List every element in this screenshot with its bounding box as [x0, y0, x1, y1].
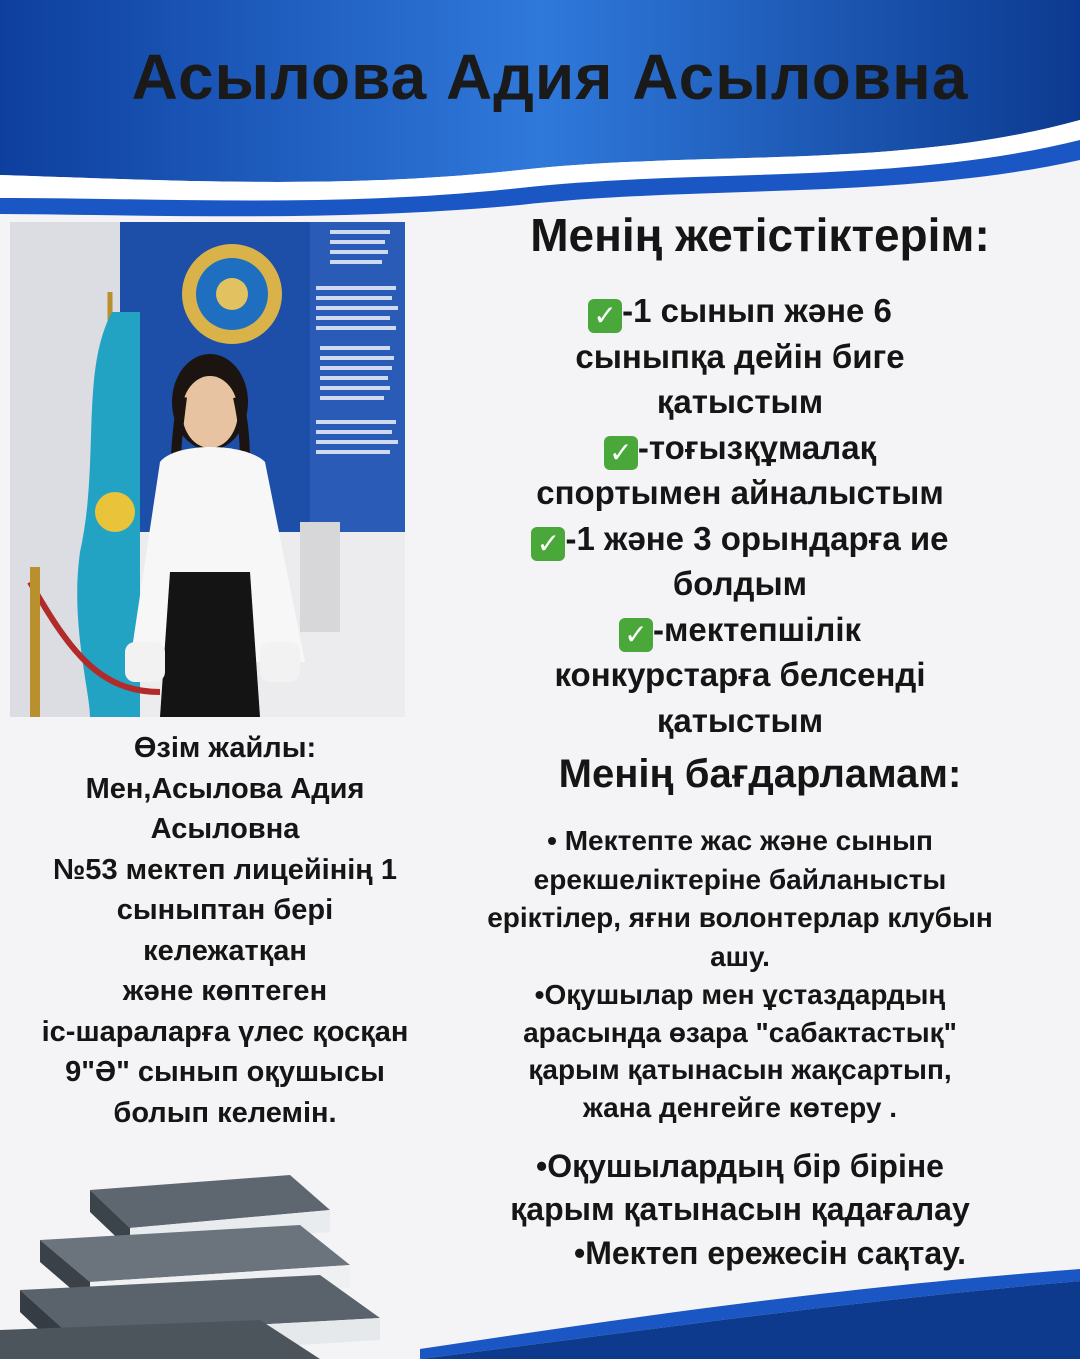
achievement-item	[440, 607, 1040, 744]
achievement-line: -1 сынып және 6	[622, 292, 892, 329]
achievement-line: сыныпқа дейін биге	[575, 337, 905, 375]
about-line: сыныптан бері	[116, 894, 334, 926]
program-item-monitoring	[440, 1145, 1040, 1231]
achievement-line: конкурстарға белсенді	[554, 656, 926, 693]
program-line: • Мектепте жас және сынып	[547, 825, 933, 856]
about-line: болып келемін.	[113, 1096, 337, 1129]
achievement-line: қатыстым	[656, 383, 824, 420]
program-line: еріктілер, яғни волонтерлар клубын	[487, 902, 993, 933]
achievements-title: Менің жетістіктерім:	[530, 209, 990, 261]
achievement-line: -1 және 3 орындарға ие	[565, 519, 949, 557]
program-line: жана денгейге көтеру .	[582, 1091, 897, 1123]
about-line: және көптеген	[122, 975, 328, 1007]
program-title: Менің бағдарламам:	[558, 752, 962, 796]
program-line: қарым қатынасын қадағалау	[510, 1191, 970, 1227]
about-heading: Өзім жайлы:	[133, 732, 317, 764]
achievement-line: қатыстым	[656, 701, 824, 739]
achievement-item	[440, 516, 1040, 607]
achievement-item	[440, 425, 1040, 516]
about-line: Асыловна	[150, 813, 300, 845]
achievement-line: спортымен айналыстым	[536, 474, 944, 511]
check-mark-icon: ✓	[619, 618, 653, 652]
achievement-line: -тоғызқұмалақ	[637, 428, 877, 466]
program-line: •Оқушылардың бір біріне	[536, 1148, 944, 1184]
program-line: қарым қатынасын жақсартып,	[528, 1054, 952, 1085]
program-item-volunteers	[440, 822, 1040, 976]
program-line: •Оқушылар мен ұстаздардың	[534, 979, 946, 1010]
student-photo	[10, 222, 405, 717]
check-mark-icon: ✓	[604, 436, 638, 470]
program-item-relations	[440, 976, 1040, 1126]
achievements-list	[440, 288, 1040, 743]
achievement-item	[440, 288, 1040, 425]
check-mark-icon: ✓	[588, 299, 622, 333]
program-line: ашу.	[710, 940, 770, 972]
about-line: №53 мектеп лицейінің 1	[52, 853, 397, 886]
about-me-text	[5, 728, 445, 1133]
about-line: 9"Ә" сынып оқушысы	[65, 1056, 385, 1088]
program-line: ерекшеліктеріне байланысты	[533, 863, 947, 895]
page-title: Асылова Адия Асыловна	[131, 41, 969, 113]
about-line: кележатқан	[143, 934, 307, 967]
about-line: Мен,Асылова Адия	[85, 772, 365, 805]
footer-wave	[0, 1249, 1080, 1359]
achievement-line: болдым	[672, 565, 808, 602]
program-line: арасында өзара "сабактастық"	[523, 1016, 957, 1048]
check-mark-icon: ✓	[531, 527, 565, 561]
header-wave-banner	[0, 0, 1080, 230]
program-item-rules: •Мектеп ережесін сақтау.	[574, 1235, 966, 1271]
about-line: іс-шараларға үлес қосқан	[41, 1015, 409, 1048]
achievement-line: -мектепшілік	[652, 610, 862, 648]
